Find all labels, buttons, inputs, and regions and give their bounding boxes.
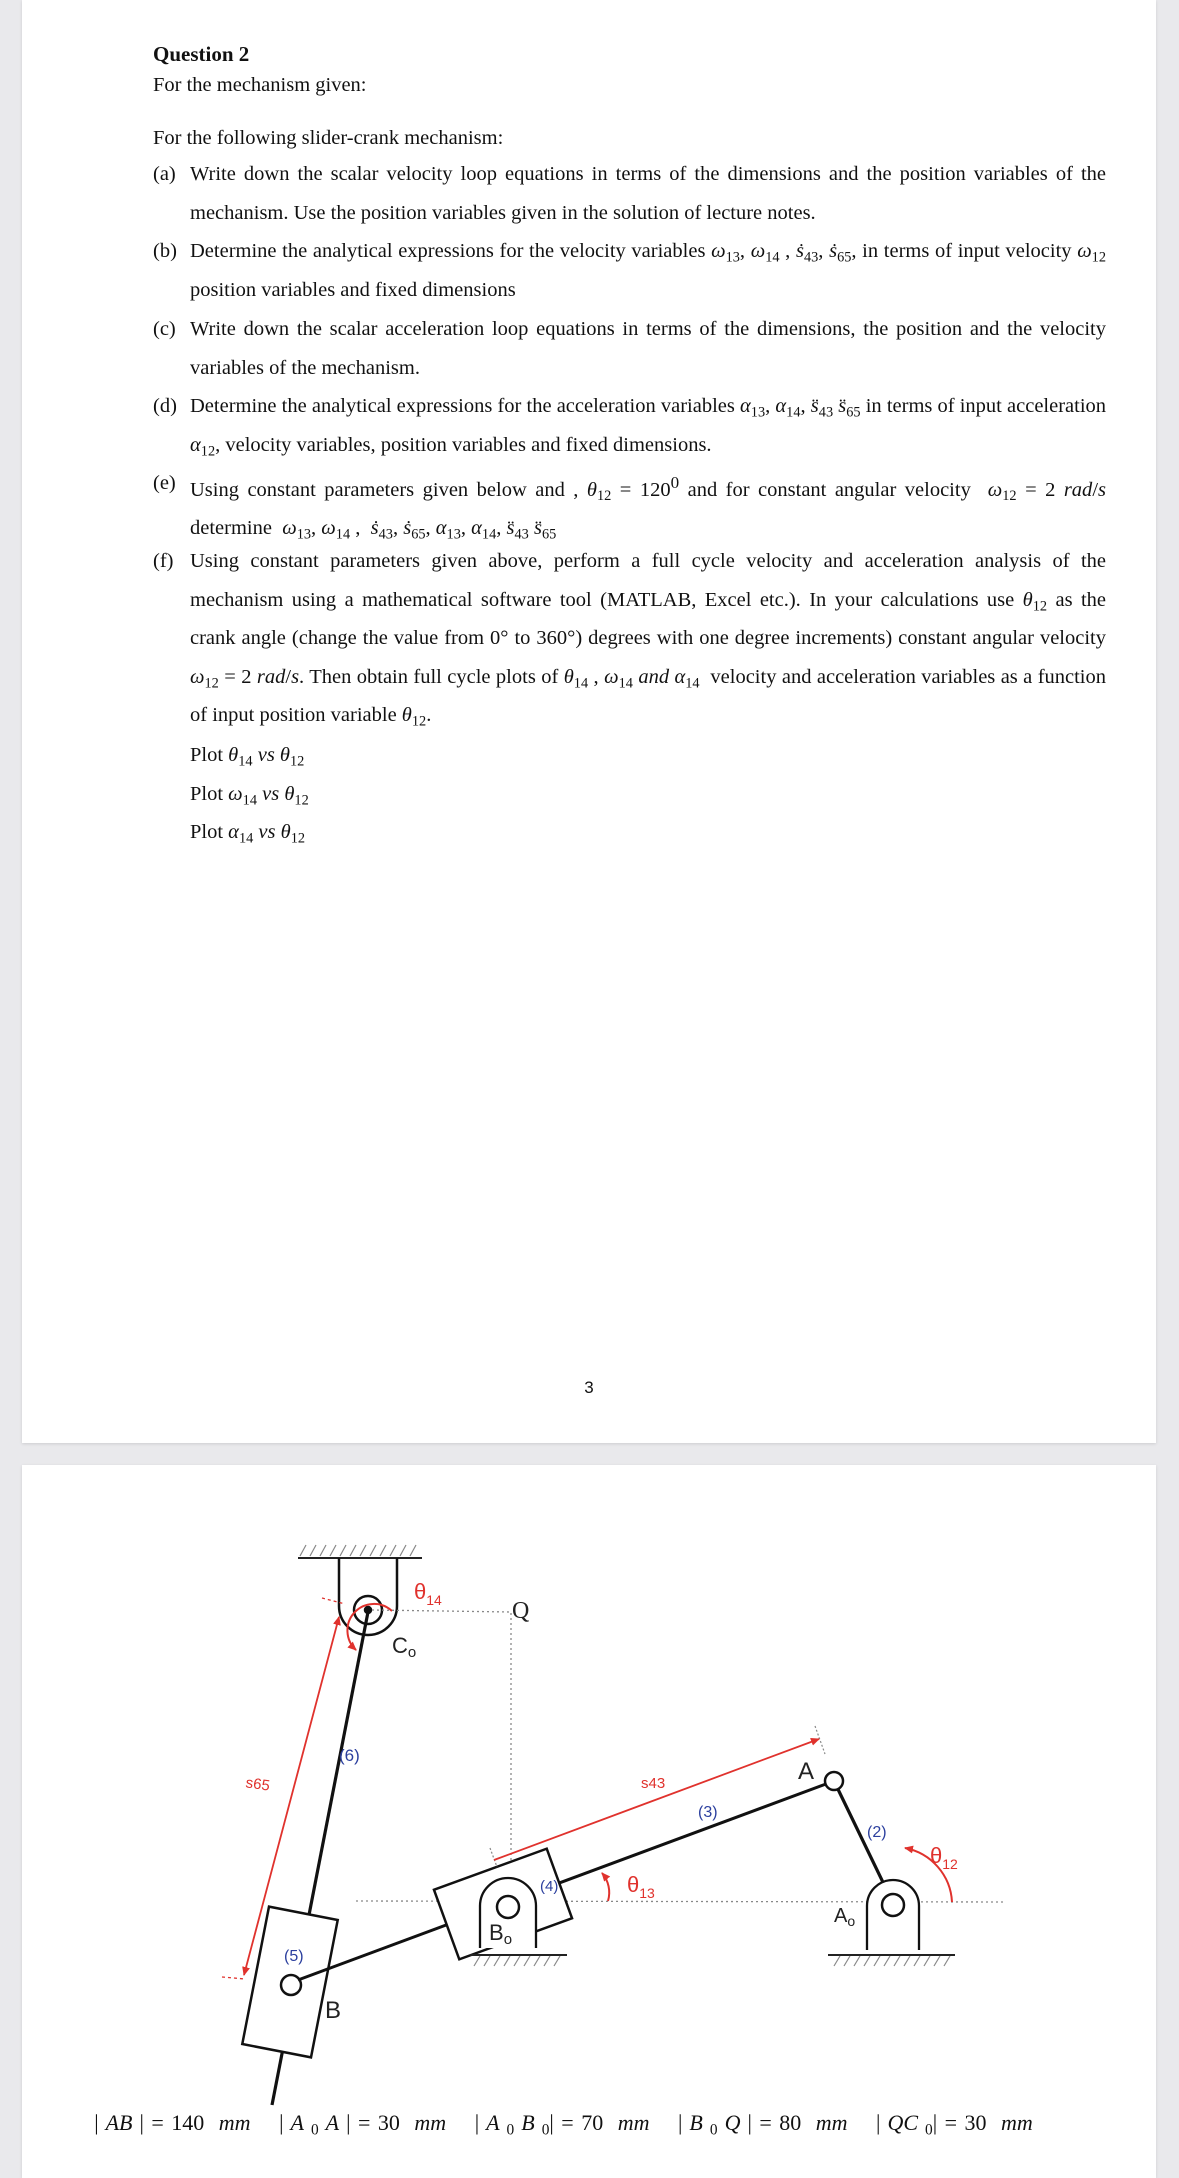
dimension-list	[0, 2110, 1134, 2139]
dim-a0a: | A $_0$ A | = 30 mm	[279, 2110, 447, 2139]
dim-ab: | AB | = 140 mm	[94, 2110, 251, 2135]
dotted-cq-bq	[356, 1610, 1004, 1902]
label-co: Co	[392, 1633, 417, 1661]
joint-a	[825, 1772, 843, 1790]
part-c-label: (c)	[153, 318, 176, 340]
label-theta14: $\theta_{14}$	[414, 1579, 442, 1608]
label-s43: s43	[641, 1775, 666, 1792]
part-e-label: (e)	[153, 472, 176, 494]
ground-top	[298, 1545, 422, 1558]
theta13-arc	[602, 1873, 609, 1901]
link-3	[298, 1781, 834, 1980]
plot-item-2: Plot $\omega_{14}$ vs $\theta_{12}$	[190, 783, 309, 809]
part-f-text: Using constant parameters given above, perform a full cycle velocity and acceleration analysis of the mechanism using a mathematical software tool (MATLAB, Excel etc.). In your calculations use $\theta_{12}$ as the crank angle (change the value from 0° to 360°) degrees with one degree increments) constant angular velocity $\omega_{12} = 2$ rad/s. Then obtain full cycle plots of $\theta_{14}$ , $\omega_{14}$ and $\alpha_{14}$ velocity and acceleration variables as a function of input position variable $\theta_{12}$.	[190, 550, 1107, 730]
part-a-label: (a)	[153, 163, 176, 185]
dim-b0q: | B $_0$ Q | = 80 mm	[678, 2110, 848, 2139]
label-ao: $A_o$	[834, 1905, 856, 1929]
part-d-label: (d)	[153, 395, 177, 417]
question-title: Question 2	[153, 42, 250, 66]
label-a: A	[798, 1758, 815, 1785]
part-c-text: Write down the scalar acceleration loop equations in terms of the dimensions, the position and the velocity variables of the mechanism.	[190, 318, 1106, 379]
dim-qc0: | QC $_0$| = 30 mm	[876, 2110, 1033, 2139]
part-f-label: (f)	[153, 550, 174, 572]
part-b-label: (b)	[153, 240, 177, 262]
part-b-text: Determine the analytical expressions for the velocity variables $\omega_{13}$, $\omega_{14}$ , ṡ$_{43}$, ṡ$_{65}$, in terms of input velocity $\omega_{12}$ position variables and fixed dimensions	[190, 240, 1107, 301]
label-link6: (6)	[339, 1746, 360, 1765]
plot-item-1: Plot $\theta_{14}$ vs $\theta_{12}$	[190, 744, 305, 770]
page-number: 3	[584, 1378, 594, 1397]
label-link2: (2)	[867, 1824, 887, 1841]
label-s65: s65	[244, 1774, 271, 1795]
label-bo: Bo	[489, 1920, 513, 1948]
label-q: Q	[512, 1598, 530, 1624]
intro-text: For the mechanism given:	[153, 74, 367, 96]
label-link4: (4)	[540, 1878, 559, 1895]
plot-item-3: Plot $\alpha_{14}$ vs $\theta_{12}$	[190, 821, 306, 847]
part-a-text: Write down the scalar velocity loop equations in terms of the dimensions and the position variables of the mechanism. Use the position variables given in the solution of lecture notes.	[190, 163, 1106, 224]
part-d-text: Determine the analytical expressions for the acceleration variables $\alpha_{13}$, $\alpha_{14}$, $s̈_{43}$ $s̈_{65}$ in terms of input acceleration $\alpha_{12}$, velocity variables, position variables and fixed dimensions.	[190, 395, 1107, 459]
label-theta13: $\theta_{13}$	[627, 1872, 655, 1901]
lead-text: For the following slider-crank mechanism:	[153, 127, 504, 149]
label-b: B	[325, 1997, 342, 2024]
label-link3: (3)	[698, 1804, 718, 1821]
label-theta12: $\theta_{12}$	[930, 1843, 958, 1872]
label-link5: (5)	[284, 1948, 304, 1965]
part-e-text: Using constant parameters given below and , $\theta_{12} = 120^0$ and for constant angular velocity $\omega_{12} = 2$ rad/s determine $\omega_{13}$, $\omega_{14}$ , ṡ$_{43}$, ṡ$_{65}$, $\alpha_{13}$, $\alpha_{14}$, $s̈_{43}$ $s̈_{65}$	[190, 473, 1106, 543]
dim-a0b0: | A $_0$ B $_0$| = 70 mm	[474, 2110, 650, 2139]
